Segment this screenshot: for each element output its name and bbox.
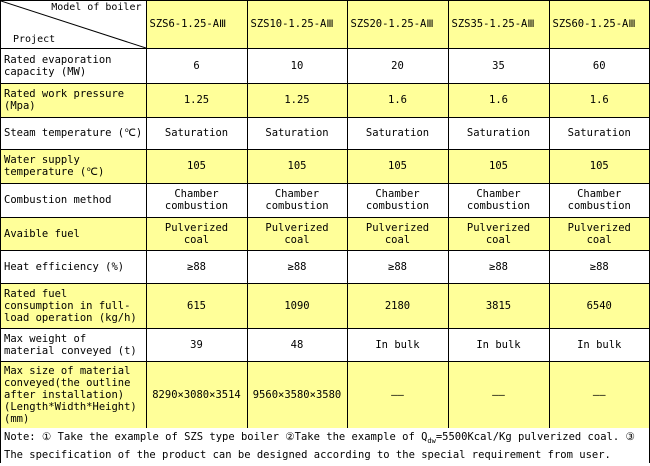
- value-cell: 9560×3580×3580: [247, 361, 347, 428]
- value-cell: 105: [347, 149, 448, 183]
- value-cell: ≥88: [549, 250, 649, 283]
- value-cell: 1.25: [146, 83, 247, 117]
- value-cell: ≥88: [247, 250, 347, 283]
- row-fuel-consumption: [1, 283, 649, 328]
- value-cell: ≥88: [146, 250, 247, 283]
- value-cell: 3815: [448, 283, 549, 328]
- value-cell: Pulverized coal: [347, 217, 448, 250]
- row-work-pressure: [1, 83, 649, 117]
- value-cell: Saturation: [448, 117, 549, 149]
- value-cell: 615: [146, 283, 247, 328]
- row-max-material-weight: [1, 328, 649, 361]
- value-cell: Saturation: [247, 117, 347, 149]
- row-evaporation-capacity: [1, 48, 649, 83]
- value-cell: Pulverized coal: [146, 217, 247, 250]
- model-header-1: SZS6-1.25-AⅢ: [146, 1, 247, 48]
- value-cell: 8290×3080×3514: [146, 361, 247, 428]
- boiler-spec-table: [1, 1, 649, 429]
- value-cell: In bulk: [549, 328, 649, 361]
- value-cell: 105: [549, 149, 649, 183]
- footnote: [1, 428, 649, 466]
- value-cell: Chamber combustion: [549, 183, 649, 217]
- model-header-2: SZS10-1.25-AⅢ: [247, 1, 347, 48]
- value-cell: ≥88: [347, 250, 448, 283]
- row-label: Avaible fuel: [1, 217, 146, 250]
- footnote-text-start: Note: ① Take the example of SZS type boiler ②Take the example of Q: [4, 431, 428, 443]
- value-cell: Chamber combustion: [247, 183, 347, 217]
- row-label: Rated evaporation capacity (MW): [1, 48, 146, 83]
- row-steam-temperature: [1, 117, 649, 149]
- model-header-5: SZS60-1.25-AⅢ: [549, 1, 649, 48]
- value-cell: In bulk: [347, 328, 448, 361]
- row-label: Combustion method: [1, 183, 146, 217]
- row-label: Rated work pressure (Mpa): [1, 83, 146, 117]
- value-cell: 1.6: [448, 83, 549, 117]
- corner-label-project: Project: [13, 33, 56, 45]
- value-cell: 39: [146, 328, 247, 361]
- model-header-3: SZS20-1.25-AⅢ: [347, 1, 448, 48]
- row-combustion-method: [1, 183, 649, 217]
- footnote-subscript: dw: [427, 437, 436, 446]
- value-cell: ≥88: [448, 250, 549, 283]
- value-cell: 35: [448, 48, 549, 83]
- corner-label-model: Model of boiler: [51, 2, 142, 13]
- value-cell: ——: [448, 361, 549, 428]
- value-cell: Chamber combustion: [146, 183, 247, 217]
- value-cell: 48: [247, 328, 347, 361]
- value-cell: 1.25: [247, 83, 347, 117]
- row-label: Rated fuel consumption in full-load operation (kg/h): [1, 283, 146, 328]
- row-label: Steam temperature (℃): [1, 117, 146, 149]
- value-cell: Chamber combustion: [347, 183, 448, 217]
- value-cell: Saturation: [146, 117, 247, 149]
- header-row: [1, 1, 649, 48]
- value-cell: Saturation: [347, 117, 448, 149]
- row-label: Water supply temperature (℃): [1, 149, 146, 183]
- value-cell: 105: [448, 149, 549, 183]
- value-cell: 1.6: [549, 83, 649, 117]
- corner-header-cell: [1, 1, 146, 48]
- value-cell: Saturation: [549, 117, 649, 149]
- row-label: Heat efficiency (%): [1, 250, 146, 283]
- value-cell: 1.6: [347, 83, 448, 117]
- value-cell: 20: [347, 48, 448, 83]
- row-heat-efficiency: [1, 250, 649, 283]
- value-cell: 6: [146, 48, 247, 83]
- row-label: Max weight of material conveyed (t): [1, 328, 146, 361]
- value-cell: Pulverized coal: [448, 217, 549, 250]
- value-cell: 60: [549, 48, 649, 83]
- row-water-supply-temperature: [1, 149, 649, 183]
- value-cell: In bulk: [448, 328, 549, 361]
- row-available-fuel: [1, 217, 649, 250]
- value-cell: ——: [347, 361, 448, 428]
- value-cell: Chamber combustion: [448, 183, 549, 217]
- value-cell: 10: [247, 48, 347, 83]
- value-cell: 6540: [549, 283, 649, 328]
- row-label: Max size of material conveyed(the outline after installation)(Length*Width*Height) (mm): [1, 361, 146, 428]
- value-cell: 105: [146, 149, 247, 183]
- value-cell: ——: [549, 361, 649, 428]
- value-cell: 1090: [247, 283, 347, 328]
- model-header-4: SZS35-1.25-AⅢ: [448, 1, 549, 48]
- value-cell: Pulverized coal: [549, 217, 649, 250]
- value-cell: 2180: [347, 283, 448, 328]
- footnote-text-end: =5500Kcal/Kg pulverized coal. ③ The specification of the product can be designed according to the special requirement from user.: [4, 431, 635, 462]
- row-max-material-size: [1, 361, 649, 428]
- value-cell: 105: [247, 149, 347, 183]
- value-cell: Pulverized coal: [247, 217, 347, 250]
